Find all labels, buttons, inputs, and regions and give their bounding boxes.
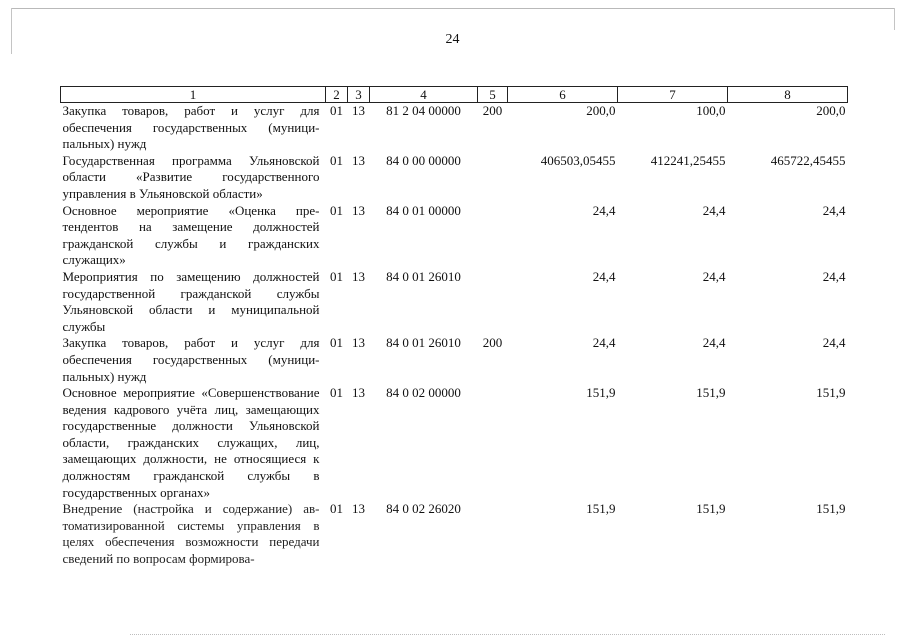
row-expense-type	[478, 153, 508, 203]
row-amount-2: 151,9	[696, 501, 726, 517]
row-subsection: 13	[352, 268, 365, 284]
scan-border-bottom	[130, 634, 885, 636]
row-subsection: 13	[352, 103, 365, 118]
header-col-3: 3	[348, 87, 370, 103]
row-name: Закупка товаров, работ и услуг для обеспечения государственных (муниципальных) нужд	[62, 335, 320, 384]
row-amount-3: 151,9	[816, 501, 846, 517]
table-row	[61, 385, 848, 501]
row-expense-type: 200	[482, 335, 503, 351]
header-col-1: 1	[61, 87, 326, 103]
row-subsection: 13	[352, 385, 365, 401]
row-section: 01	[330, 501, 343, 517]
row-amount-1: 406503,05455	[540, 152, 616, 168]
row-name: Мероприятия по замещению должностей государственной гражданской службы Ульяновской области и муниципальной службы	[62, 268, 320, 334]
row-expense-type	[478, 385, 508, 501]
row-amount-2: 24,4	[702, 268, 726, 284]
row-target-code: 84 0 00 00000	[386, 152, 461, 168]
row-expense-type	[478, 203, 508, 269]
row-target-code: 84 0 01 26010	[386, 268, 461, 284]
table-row	[61, 103, 848, 153]
row-expense-type	[478, 501, 508, 567]
table-body	[61, 103, 848, 568]
row-amount-3: 24,4	[822, 335, 846, 351]
row-section: 01	[330, 202, 343, 218]
row-amount-1: 151,9	[586, 501, 616, 517]
row-target-code: 84 0 02 00000	[386, 385, 461, 401]
row-amount-2: 24,4	[702, 202, 726, 218]
header-col-7: 7	[618, 87, 728, 103]
table-row	[61, 501, 848, 567]
table-row	[61, 335, 848, 385]
row-subsection: 13	[352, 335, 365, 351]
row-amount-1: 24,4	[592, 268, 616, 284]
header-col-8: 8	[728, 87, 848, 103]
scan-border-right	[894, 8, 895, 30]
row-target-code: 84 0 01 26010	[386, 335, 461, 351]
header-col-5: 5	[478, 87, 508, 103]
row-subsection: 13	[352, 202, 365, 218]
row-name: Закупка товаров, работ и услуг для обеспечения государственных (муниципальных) нужд	[62, 103, 320, 152]
row-target-code: 84 0 02 26020	[386, 501, 461, 517]
page-number: 24	[445, 32, 460, 47]
row-amount-1: 200,0	[586, 103, 616, 118]
row-subsection: 13	[352, 501, 365, 517]
row-amount-2: 24,4	[702, 335, 726, 351]
row-amount-2: 151,9	[696, 385, 726, 401]
row-name: Государственная программа Ульяновской области «Развитие государственного управления в Ульяновской области»	[62, 152, 320, 201]
scan-border-top	[12, 8, 895, 9]
row-amount-2: 412241,25455	[650, 152, 726, 168]
table-row	[61, 203, 848, 269]
row-amount-3: 24,4	[822, 202, 846, 218]
header-col-6: 6	[508, 87, 618, 103]
row-amount-1: 151,9	[586, 385, 616, 401]
row-amount-1: 24,4	[592, 335, 616, 351]
row-subsection: 13	[352, 152, 365, 168]
row-amount-3: 200,0	[816, 103, 846, 118]
row-target-code: 81 2 04 00000	[386, 103, 461, 118]
table-header	[61, 87, 848, 103]
header-col-2: 2	[326, 87, 348, 103]
table-row	[61, 269, 848, 335]
row-name: Основное мероприятие «Оценка претендентов на замещение должностей гражданской службы и гражданских служащих»	[62, 202, 320, 268]
row-name: Внедрение (настройка и содержание) автоматизированной системы управления в целях обеспечения возможности передачи сведений по вопросам формирова-	[62, 501, 320, 567]
row-target-code: 84 0 01 00000	[386, 202, 461, 218]
header-col-4: 4	[370, 87, 478, 103]
row-expense-type	[478, 269, 508, 335]
row-expense-type: 200	[482, 103, 503, 118]
row-amount-2: 100,0	[696, 103, 726, 118]
row-amount-1: 24,4	[592, 202, 616, 218]
row-amount-3: 151,9	[816, 385, 846, 401]
row-section: 01	[330, 152, 343, 168]
row-section: 01	[330, 335, 343, 351]
budget-table	[60, 86, 848, 568]
row-section: 01	[330, 103, 343, 118]
row-section: 01	[330, 268, 343, 284]
row-name: Основное мероприятие «Совершенствование ведения кадрового учёта лиц, замещающих государственные должности Ульяновской области, гражданских служащих, лиц, замещающих должности, не относящиеся к должностям гражданской службы в государственных органах»	[62, 385, 320, 500]
header-row	[61, 87, 848, 103]
row-amount-3: 24,4	[822, 268, 846, 284]
row-section: 01	[330, 385, 343, 401]
table-row	[61, 153, 848, 203]
row-amount-3: 465722,45455	[770, 152, 846, 168]
